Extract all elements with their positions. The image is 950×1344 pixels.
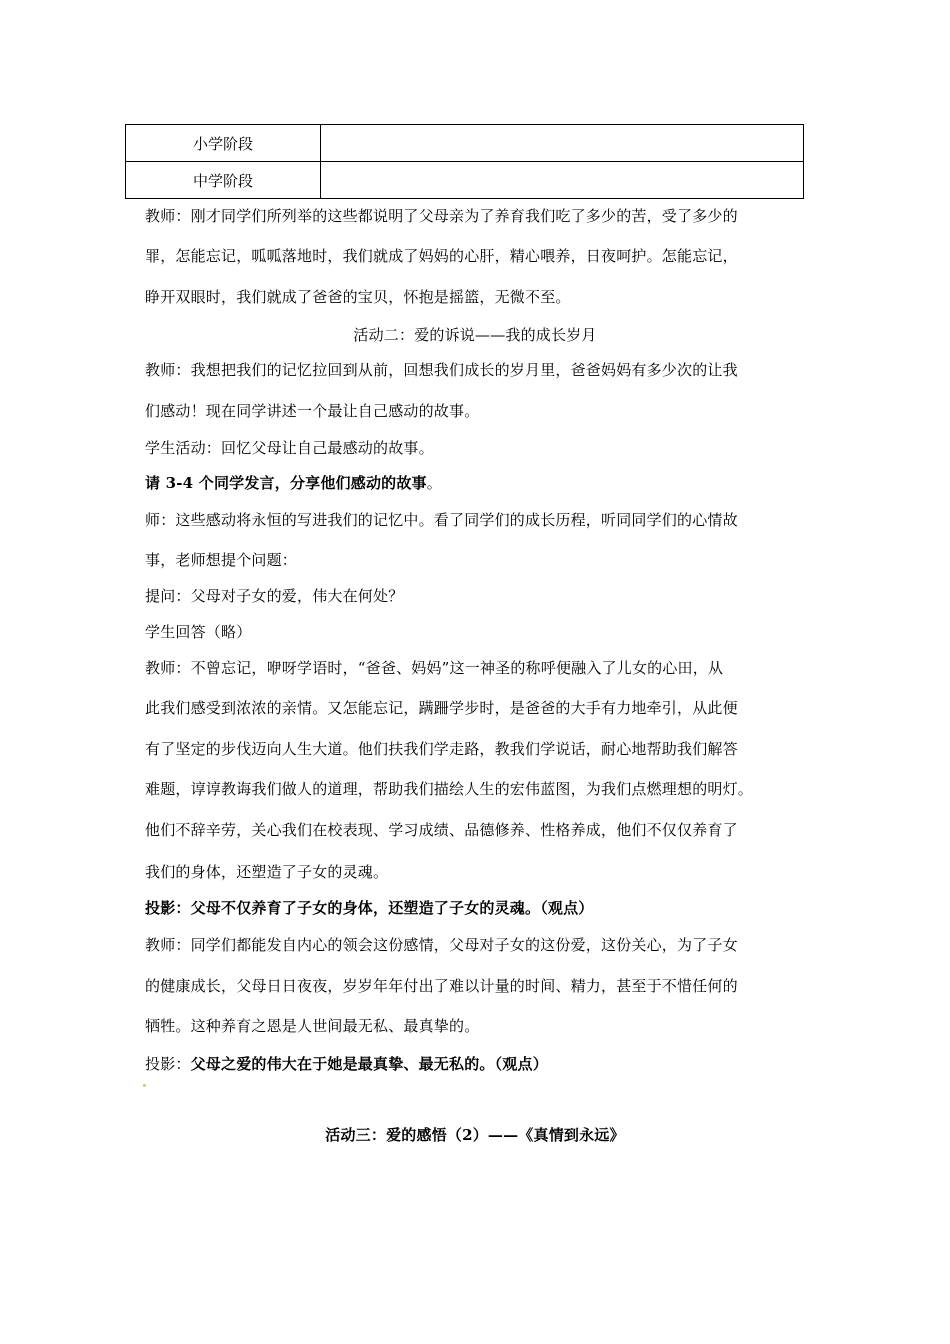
paragraph-line: 们感动！现在同学讲述一个最让自己感动的故事。 [145,402,480,420]
paragraph-line: 学生回答（略） [145,623,252,641]
paragraph-line: 此我们感受到浓浓的亲情。又怎能忘记，蹒跚学步时，是爸爸的大手有力地牵引，从此便 [145,699,738,717]
paragraph-line: 事，老师想提个问题： [145,551,298,569]
paragraph-line: 睁开双眼时，我们就成了爸爸的宝贝，怀抱是摇篮，无微不至。 [145,288,571,306]
section-heading: 活动二：爱的诉说——我的成长岁月 [353,326,597,344]
projection-prefix: 投影： [145,1055,191,1073]
stage-value [321,162,804,199]
stage-table [125,124,804,199]
paragraph-line [145,472,442,493]
table-row [126,162,804,199]
stage-label: 小学阶段 [126,125,321,162]
paragraph-line: 教师：不曾忘记，咿呀学语时，“爸爸、妈妈”这一神圣的称呼便融入了儿女的心田，从 [145,659,724,677]
paragraph-line: 教师：同学们都能发自内心的领会这份感情，父母对子女的这份爱，这份关心，为了子女 [145,936,738,954]
table-row [126,125,804,162]
paragraph-line: 难题，谆谆教诲我们做人的道理，帮助我们描绘人生的宏伟蓝图，为我们点燃理想的明灯。 [145,780,754,798]
paragraph-line: 学生活动：回忆父母让自己最感动的故事。 [145,439,434,457]
paragraph-line: 师：这些感动将永恒的写进我们的记忆中。看了同学们的成长历程，听同同学们的心情故 [145,511,738,529]
paragraph-line: 他们不辞辛劳，关心我们在校表现、学习成绩、品德修养、性格养成，他们不仅仅养育了 [145,821,738,839]
projection-point [145,1053,548,1074]
bold-text: 父母之爱的伟大在于她是最真挚、最无私的。（观点） [190,1055,548,1073]
paragraph-line: 教师：刚才同学们所列举的这些都说明了父母亲为了养育我们吃了多少的苦，受了多少的 [145,207,738,225]
stage-value [321,125,804,162]
paragraph-line: 牺牲。这种养育之恩是人世间最无私、最真挚的。 [145,1017,480,1035]
paragraph-line: 提问：父母对子女的爱，伟大在何处？ [145,587,404,605]
paragraph-line: 的健康成长，父母日日夜夜，岁岁年年付出了难以计量的时间、精力，甚至于不惜任何的 [145,977,738,995]
stage-label: 中学阶段 [126,162,321,199]
punctuation: 。 [426,474,442,492]
marker-dot [143,1084,146,1087]
projection-point: 投影：父母不仅养育了子女的身体，还塑造了子女的灵魂。（观点） [145,899,594,917]
paragraph-line: 教师：我想把我们的记忆拉回到从前，回想我们成长的岁月里，爸爸妈妈有多少次的让我 [145,361,738,379]
section-heading: 活动三：爱的感悟（2）——《真情到永远》 [325,1126,625,1144]
bold-text: 请 3-4 个同学发言，分享他们感动的故事 [145,474,427,492]
paragraph-line: 我们的身体，还塑造了子女的灵魂。 [145,863,389,881]
paragraph-line: 罪，怎能忘记，呱呱落地时，我们就成了妈妈的心肝，精心喂养，日夜呵护。怎能忘记， [145,247,738,265]
paragraph-line: 有了坚定的步伐迈向人生大道。他们扶我们学走路，教我们学说话，耐心地帮助我们解答 [145,740,738,758]
